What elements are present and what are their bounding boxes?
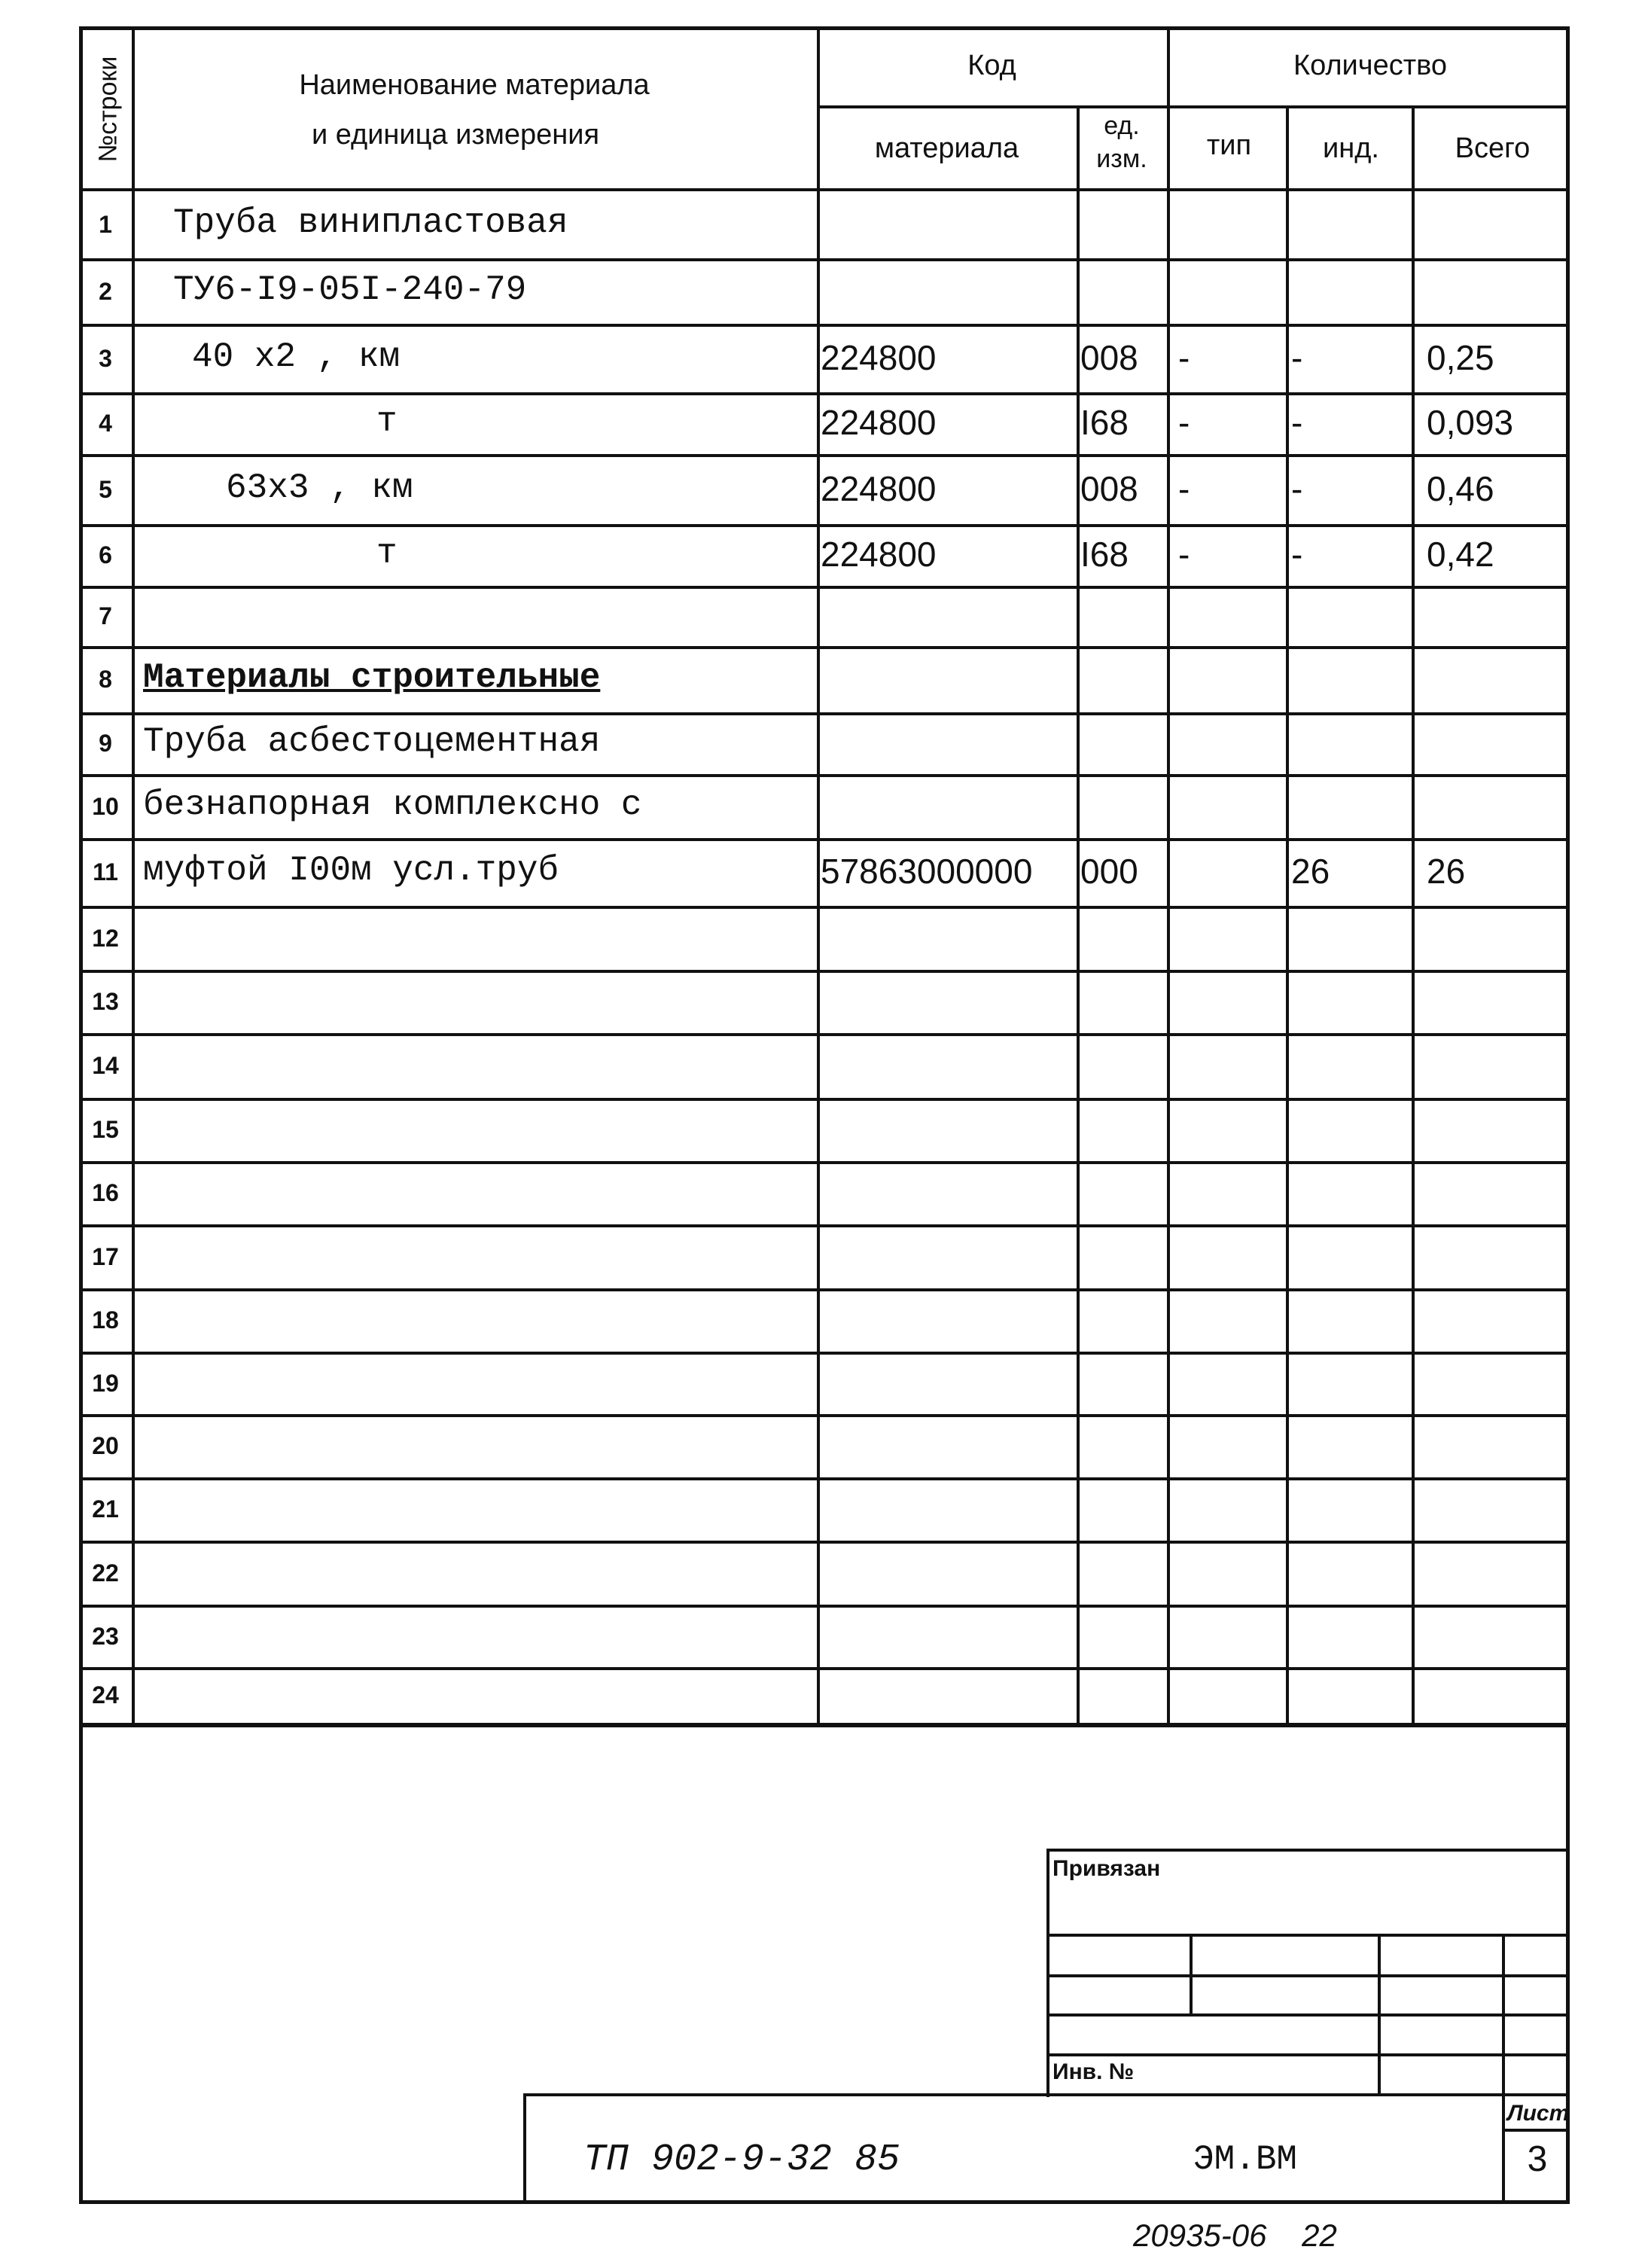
- cell-name: Материалы строительные: [143, 658, 601, 697]
- cell-type: -: [1178, 338, 1190, 377]
- cell-n: 12: [92, 925, 119, 952]
- cell-ind: -: [1291, 469, 1303, 508]
- cell-unit: 008: [1080, 469, 1138, 508]
- stamp-col-1: [1190, 1934, 1193, 2013]
- footer-note: 20935-06 22: [1133, 2218, 1337, 2253]
- cell-total: 0,46: [1427, 469, 1494, 508]
- title-block-top: [523, 2093, 1570, 2096]
- cell-unit: I68: [1080, 403, 1129, 442]
- cell-n: 6: [99, 541, 112, 569]
- cell-unit: I68: [1080, 535, 1129, 574]
- cell-code: 224800: [821, 469, 937, 508]
- cell-name: безнапорная комплексно с: [143, 785, 642, 825]
- cell-n: 10: [92, 793, 119, 820]
- cell-n: 18: [92, 1306, 119, 1334]
- row-border: [79, 324, 1570, 327]
- bound-label: Привязан: [1052, 1856, 1161, 1881]
- cell-name: т: [376, 402, 398, 441]
- sheet-number: 3: [1527, 2139, 1548, 2179]
- cell-type: -: [1178, 535, 1190, 574]
- cell-n: 21: [92, 1495, 119, 1523]
- cell-total: 0,093: [1427, 403, 1514, 442]
- cell-ind: -: [1291, 403, 1303, 442]
- row-border: [79, 774, 1570, 777]
- cell-name: муфтой I00м усл.труб: [143, 851, 559, 890]
- stamp-line-3: [1046, 2013, 1570, 2017]
- row-border: [79, 586, 1570, 589]
- cell-n: 22: [92, 1559, 119, 1587]
- row-border: [79, 1352, 1570, 1355]
- row-border: [79, 1477, 1570, 1480]
- cell-n: 3: [99, 345, 112, 372]
- cell-name: Труба асбестоцементная: [143, 722, 601, 761]
- cell-unit: 000: [1080, 852, 1138, 891]
- stamp-line-4: [1046, 2053, 1570, 2056]
- cell-unit: 008: [1080, 338, 1138, 377]
- stamp-left-line: [1046, 1849, 1049, 2097]
- stamp-line-1: [1046, 1934, 1570, 1937]
- cell-code: 224800: [821, 535, 937, 574]
- stamp-line-2: [1046, 1974, 1570, 1977]
- cell-n: 4: [99, 410, 112, 437]
- total-header: Всего: [1455, 133, 1531, 164]
- cell-n: 2: [99, 278, 112, 305]
- ind-header: инд.: [1323, 133, 1379, 164]
- cell-n: 19: [92, 1370, 119, 1397]
- cell-code: 224800: [821, 338, 937, 377]
- name-header-line1: Наименование материала: [299, 69, 650, 101]
- code-header: Код: [967, 50, 1016, 81]
- row-border: [79, 1667, 1570, 1670]
- cell-n: 11: [93, 858, 118, 886]
- cell-n: 9: [99, 730, 112, 757]
- cell-code: 57863000000: [821, 852, 1033, 891]
- cell-type: -: [1178, 403, 1190, 442]
- cell-code: 224800: [821, 403, 937, 442]
- row-border: [79, 970, 1570, 973]
- row-border: [79, 646, 1570, 649]
- cell-type: -: [1178, 469, 1190, 508]
- cell-ind: -: [1291, 535, 1303, 574]
- unit-header-line1: ед.: [1104, 111, 1140, 140]
- inv-no-label: Инв. №: [1052, 2059, 1135, 2084]
- col-line-quantity: [1167, 26, 1170, 1724]
- type-header: тип: [1206, 130, 1252, 161]
- row-border: [79, 1414, 1570, 1417]
- title-block-left: [523, 2093, 526, 2204]
- stamp-col-2: [1378, 1934, 1381, 2093]
- cell-n: 17: [92, 1243, 119, 1270]
- row-border: [79, 258, 1570, 261]
- row-border: [79, 1541, 1570, 1544]
- row-border: [79, 1605, 1570, 1608]
- col-line-code: [817, 26, 820, 1724]
- header-top-border: [79, 26, 1570, 29]
- col-line-ind: [1286, 105, 1289, 1724]
- cell-n: 16: [92, 1179, 119, 1206]
- row-border: [79, 1033, 1570, 1036]
- cell-ind: -: [1291, 338, 1303, 377]
- cell-total: 0,42: [1427, 535, 1494, 574]
- document-code: ТП 902-9-32 85: [583, 2138, 900, 2181]
- document-mark: ЭМ.ВМ: [1193, 2140, 1298, 2179]
- sheet-label: Лист: [1507, 2101, 1570, 2126]
- row-border: [79, 1224, 1570, 1227]
- cell-n: 24: [92, 1681, 119, 1709]
- cell-n: 13: [92, 988, 119, 1015]
- col-line-unit: [1077, 105, 1080, 1724]
- cell-n: 15: [92, 1116, 119, 1143]
- header-sub-border: [817, 105, 1570, 108]
- row-border: [79, 906, 1570, 909]
- cell-n: 8: [99, 666, 112, 693]
- cell-total: 0,25: [1427, 338, 1494, 377]
- row-border: [79, 1723, 1570, 1726]
- cell-n: 20: [92, 1432, 119, 1459]
- cell-n: 7: [99, 602, 112, 629]
- cell-name: ТУ6-I9-05I-240-79: [173, 270, 527, 309]
- col-line-total: [1412, 105, 1415, 1724]
- row-border: [79, 392, 1570, 395]
- sheet-label-line: [1502, 2129, 1570, 2132]
- cell-name: 40 x2 , км: [192, 337, 401, 376]
- cell-ind: 26: [1291, 852, 1330, 891]
- material-header: материала: [874, 133, 1019, 164]
- row-number-header: №строки: [93, 56, 123, 163]
- row-border: [79, 454, 1570, 457]
- cell-total: 26: [1427, 852, 1466, 891]
- cell-n: 23: [92, 1623, 119, 1650]
- unit-header-line2: изм.: [1096, 145, 1147, 173]
- col-line-number: [132, 26, 135, 1724]
- name-header-line2: и единица измерения: [311, 119, 600, 151]
- row-border: [79, 1288, 1570, 1291]
- row-border: [79, 838, 1570, 841]
- row-border: [79, 712, 1570, 715]
- cell-n: 1: [99, 211, 112, 238]
- row-border: [79, 1161, 1570, 1164]
- stamp-col-3: [1502, 1934, 1505, 2204]
- cell-name: 63x3 , км: [226, 468, 413, 508]
- row-border: [79, 1098, 1570, 1101]
- row-border: [79, 524, 1570, 527]
- cell-name: т: [376, 534, 398, 573]
- stamp-top-line: [1046, 1849, 1570, 1852]
- cell-n: 14: [92, 1052, 119, 1079]
- header-bottom-border: [79, 188, 1570, 191]
- cell-name: Труба винипластовая: [173, 203, 568, 242]
- cell-n: 5: [99, 476, 112, 503]
- quantity-header: Количество: [1293, 50, 1448, 81]
